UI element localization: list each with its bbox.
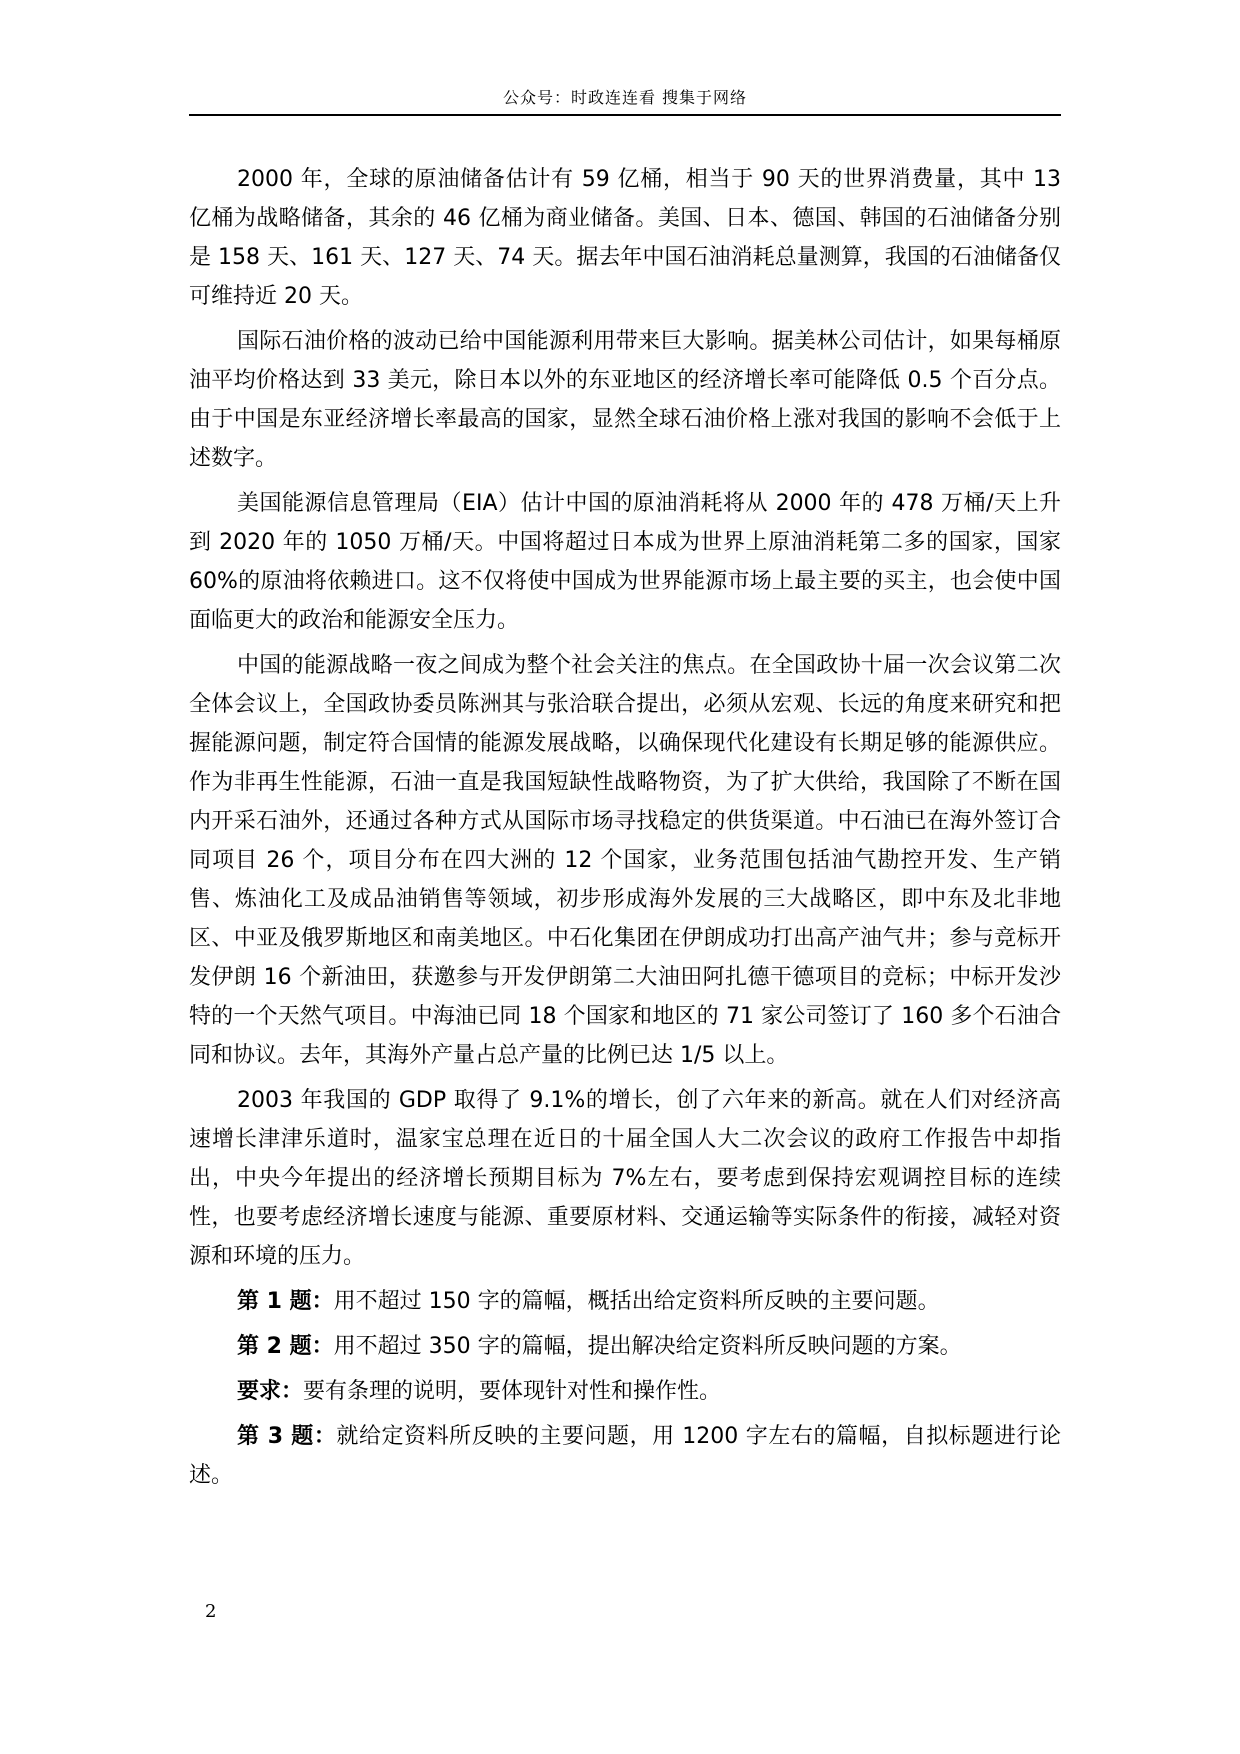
document-body (189, 160, 1061, 1501)
question-3-label: 第 3 题： (237, 1424, 337, 1449)
paragraph-eia-forecast: 美国能源信息管理局（EIA）估计中国的原油消耗将从 2000 年的 478 万桶/天上升到 2020 年的 1050 万桶/天。中国将超过日本成为世界上原油消耗第二多的国家，国家 60%的原油将依赖进口。这不仅将使中国成为世界能源市场上最主要的买主，也会使中国面临更大的政治和能源安全压力。 (189, 491, 1061, 633)
paragraph-energy-strategy: 中国的能源战略一夜之间成为整个社会关注的焦点。在全国政协十届一次会议第二次全体会议上，全国政协委员陈洲其与张洽联合提出，必须从宏观、长远的角度来研究和把握能源问题，制定符合国情的能源发展战略，以确保现代化建设有长期足够的能源供应。作为非再生性能源，石油一直是我国短缺性战略物资，为了扩大供给，我国除了不断在国内开采石油外，还通过各种方式从国际市场寻找稳定的供货渠道。中石油已在海外签订合同项目 26 个，项目分布在四大洲的 12 个国家，业务范围包括油气勘控开发、生产销售、炼油化工及成品油销售等领域，初步形成海外发展的三大战略区，即中东及北非地区、中亚及俄罗斯地区和南美地区。中石化集团在伊朗成功打出高产油气井；参与竞标开发伊朗 16 个新油田，获邀参与开发伊朗第二大油田阿扎德干德项目的竞标；中标开发沙特的一个天然气项目。中海油已同 18 个国家和地区的 71 家公司签订了 160 多个石油合同和协议。去年，其海外产量占总产量的比例已达 1/5 以上。 (189, 653, 1061, 1068)
question-2-text: 用不超过 350 字的篇幅，提出解决给定资料所反映问题的方案。 (333, 1334, 962, 1359)
question-3 (189, 1417, 1061, 1495)
question-1-label: 第 1 题： (237, 1289, 334, 1314)
question-2-label: 第 2 题： (237, 1334, 334, 1359)
question-1 (189, 1282, 1061, 1321)
question-1-text: 用不超过 150 字的篇幅，概括出给定资料所反映的主要问题。 (333, 1289, 940, 1314)
question-3-text: 就给定资料所反映的主要问题，用 1200 字左右的篇幅，自拟标题进行论述。 (189, 1424, 1061, 1488)
header-divider (189, 114, 1061, 116)
question-2 (189, 1327, 1061, 1366)
page-header: 公众号：时政连连看 搜集于网络 (502, 88, 748, 107)
page-number: 2 (205, 1601, 217, 1622)
paragraph-oil-prices: 国际石油价格的波动已给中国能源利用带来巨大影响。据美林公司估计，如果每桶原油平均价格达到 33 美元，除日本以外的东亚地区的经济增长率可能降低 0.5 个百分点。由于中国是东亚经济增长率最高的国家，显然全球石油价格上涨对我国的影响不会低于上述数字。 (189, 329, 1061, 471)
requirement (189, 1372, 1061, 1411)
requirement-text: 要有条理的说明，要体现针对性和操作性。 (303, 1379, 722, 1404)
requirement-label: 要求： (237, 1379, 304, 1404)
paragraph-gdp-growth: 2003 年我国的 GDP 取得了 9.1%的增长，创了六年来的新高。就在人们对经济高速增长津津乐道时，温家宝总理在近日的十届全国人大二次会议的政府工作报告中却指出，中央今年提出的经济增长预期目标为 7%左右，要考虑到保持宏观调控目标的连续性，也要考虑经济增长速度与能源、重要原材料、交通运输等实际条件的衔接，减轻对资源和环境的压力。 (189, 1088, 1061, 1269)
paragraph-oil-reserves: 2000 年，全球的原油储备估计有 59 亿桶，相当于 90 天的世界消费量，其中 13 亿桶为战略储备，其余的 46 亿桶为商业储备。美国、日本、德国、韩国的石油储备分别是 158 天、161 天、127 天、74 天。据去年中国石油消耗总量测算，我国的石油储备仅可维持近 20 天。 (189, 167, 1061, 309)
